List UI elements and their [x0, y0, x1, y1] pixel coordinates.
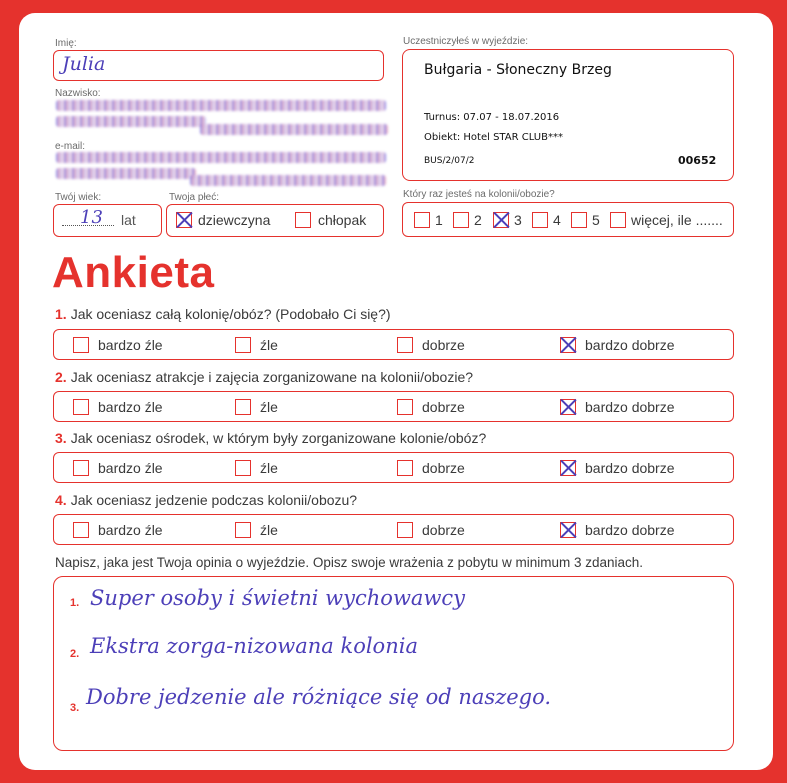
email-redacted-3 — [190, 175, 386, 186]
question-1-text: Jak oceniasz całą kolonię/obóz? (Podobało Ci się?) — [70, 306, 391, 322]
q2-checkbox-very-good[interactable] — [560, 399, 576, 415]
times-checkbox-1[interactable] — [414, 212, 430, 228]
times-option-5: 5 — [592, 212, 600, 228]
surname-redacted-3 — [200, 124, 388, 135]
q1-checkbox-good[interactable] — [397, 337, 413, 353]
trip-object: Obiekt: Hotel STAR CLUB*** — [424, 132, 563, 143]
times-checkbox-2[interactable] — [453, 212, 469, 228]
times-option-4: 4 — [553, 212, 561, 228]
q1-option-bad: źle — [260, 337, 278, 353]
question-2-text: Jak oceniasz atrakcje i zajęcia zorganizowane na kolonii/obozie? — [70, 369, 474, 385]
question-1 — [55, 306, 391, 322]
q2-option-good: dobrze — [422, 399, 465, 415]
question-2 — [55, 369, 473, 385]
q3-option-very-bad: bardzo źle — [98, 460, 163, 476]
email-label: e-mail: — [55, 141, 86, 152]
age-value: 13 — [80, 207, 103, 228]
q1-option-very-good: bardzo dobrze — [585, 337, 675, 353]
q3-checkbox-very-good[interactable] — [560, 460, 576, 476]
q3-checkbox-bad[interactable] — [235, 460, 251, 476]
trip-bus: BUS/2/07/2 — [424, 156, 475, 166]
question-3-text: Jak oceniasz ośrodek, w którym były zorganizowane kolonie/obóz? — [70, 430, 487, 446]
question-4-num: 4. — [55, 492, 67, 508]
question-3-num: 3. — [55, 430, 67, 446]
gender-option-boy: chłopak — [318, 212, 367, 228]
question-2-num: 2. — [55, 369, 67, 385]
q2-option-very-good: bardzo dobrze — [585, 399, 675, 415]
surname-redacted-2 — [56, 116, 206, 127]
name-value: Julia — [62, 53, 106, 75]
opinion-line-2-num: 2. — [70, 648, 80, 660]
question-4-text: Jak oceniasz jedzenie podczas kolonii/obozu? — [70, 492, 358, 508]
q4-checkbox-very-good[interactable] — [560, 522, 576, 538]
times-checkbox-more[interactable] — [610, 212, 626, 228]
survey-title: Ankieta — [52, 248, 215, 297]
q3-option-good: dobrze — [422, 460, 465, 476]
q4-checkbox-bad[interactable] — [235, 522, 251, 538]
opinion-line-2-text: Ekstra zorga-nizowana kolonia — [90, 634, 418, 658]
q4-option-very-bad: bardzo źle — [98, 522, 163, 538]
trip-code: 00652 — [678, 154, 717, 167]
gender-option-girl: dziewczyna — [198, 212, 271, 228]
opinion-line-3-num: 3. — [70, 702, 80, 714]
opinion-line-1-text: Super osoby i świetni wychowawcy — [90, 586, 466, 610]
age-unit: lat — [121, 212, 136, 228]
times-option-3: 3 — [514, 212, 522, 228]
q1-checkbox-very-bad[interactable] — [73, 337, 89, 353]
question-4 — [55, 492, 357, 508]
q4-option-bad: źle — [260, 522, 278, 538]
times-checkbox-5[interactable] — [571, 212, 587, 228]
email-redacted-2 — [56, 168, 196, 179]
q1-checkbox-bad[interactable] — [235, 337, 251, 353]
question-3 — [55, 430, 486, 446]
q1-checkbox-very-good[interactable] — [560, 337, 576, 353]
q2-option-very-bad: bardzo źle — [98, 399, 163, 415]
times-option-1: 1 — [435, 212, 443, 228]
q3-option-very-good: bardzo dobrze — [585, 460, 675, 476]
times-checkbox-4[interactable] — [532, 212, 548, 228]
q3-checkbox-very-bad[interactable] — [73, 460, 89, 476]
trip-destination: Bułgaria - Słoneczny Brzeg — [424, 62, 612, 78]
q3-checkbox-good[interactable] — [397, 460, 413, 476]
opinion-line-3-text: Dobre jedzenie ale różniące się od naszego. — [86, 685, 552, 709]
times-label: Który raz jesteś na kolonii/obozie? — [403, 189, 555, 200]
q4-checkbox-very-bad[interactable] — [73, 522, 89, 538]
opinion-line-1-num: 1. — [70, 597, 80, 609]
q1-option-good: dobrze — [422, 337, 465, 353]
q2-checkbox-very-bad[interactable] — [73, 399, 89, 415]
times-option-more: więcej, ile ....... — [631, 212, 723, 228]
age-label: Twój wiek: — [55, 192, 102, 203]
times-option-2: 2 — [474, 212, 482, 228]
gender-label: Twoja płeć: — [169, 192, 220, 203]
q4-option-very-good: bardzo dobrze — [585, 522, 675, 538]
q4-checkbox-good[interactable] — [397, 522, 413, 538]
q2-option-bad: źle — [260, 399, 278, 415]
question-1-num: 1. — [55, 306, 67, 322]
gender-checkbox-boy[interactable] — [295, 212, 311, 228]
q4-option-good: dobrze — [422, 522, 465, 538]
opinion-prompt: Napisz, jaka jest Twoja opinia o wyjeździe. Opisz swoje wrażenia z pobytu w minimum 3 zdaniach. — [55, 555, 644, 570]
q3-option-bad: źle — [260, 460, 278, 476]
times-checkbox-3[interactable] — [493, 212, 509, 228]
surname-redacted — [56, 100, 386, 111]
q1-option-very-bad: bardzo źle — [98, 337, 163, 353]
trip-turnus: Turnus: 07.07 - 18.07.2016 — [424, 112, 560, 123]
q2-checkbox-good[interactable] — [397, 399, 413, 415]
email-redacted — [56, 152, 386, 163]
surname-label: Nazwisko: — [55, 88, 101, 99]
participation-label: Uczestniczyłeś w wyjeździe: — [403, 36, 529, 47]
gender-checkbox-girl[interactable] — [176, 212, 192, 228]
q2-checkbox-bad[interactable] — [235, 399, 251, 415]
age-field[interactable] — [53, 204, 162, 237]
name-label: Imię: — [55, 38, 77, 49]
